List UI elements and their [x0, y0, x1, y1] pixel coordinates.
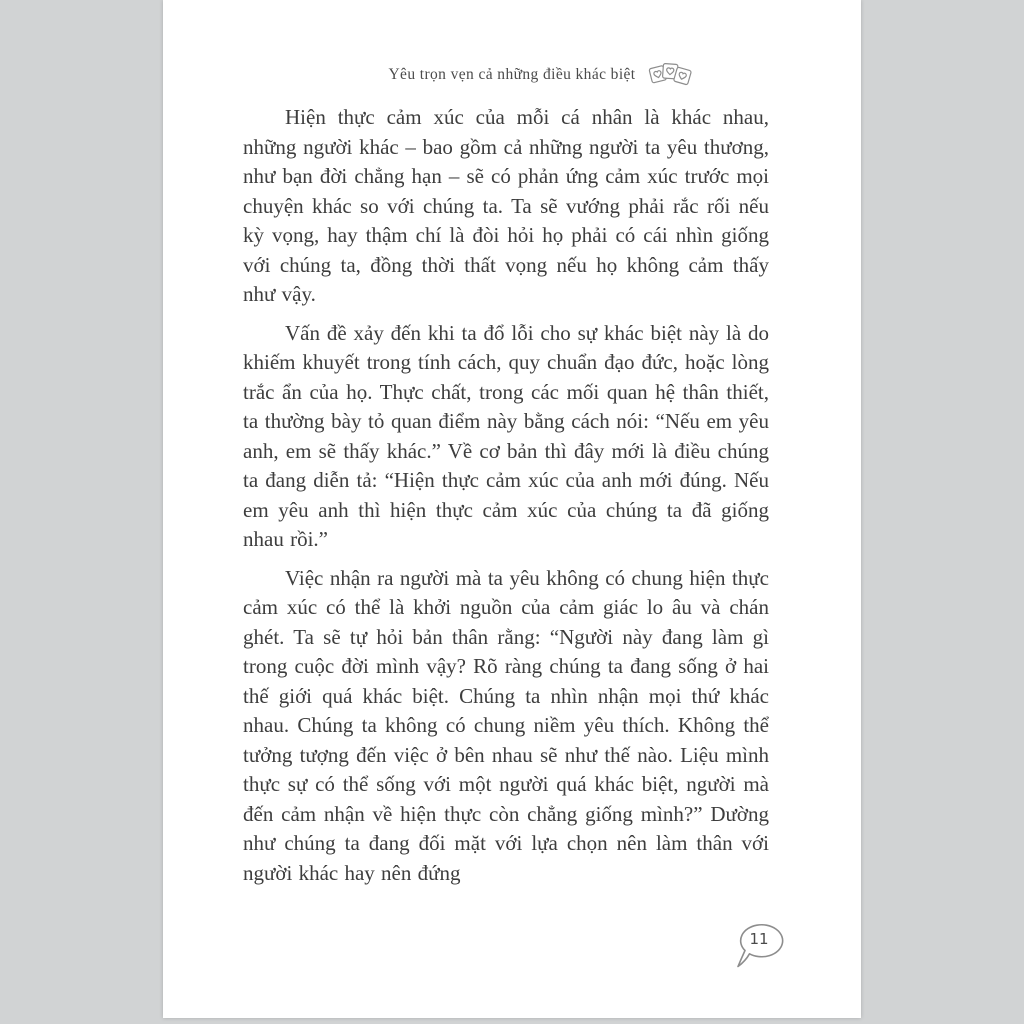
- three-cards-hearts-icon: [646, 60, 696, 90]
- page-body: [243, 103, 769, 897]
- page-number-bubble: [733, 918, 785, 980]
- paragraph-1: Hiện thực cảm xúc của mỗi cá nhân là khác nhau, những người khác – bao gồm cả những người ta yêu thương, như bạn đời chẳng hạn – sẽ có phản ứng cảm xúc trước mọi chuyện khác so với chúng ta. Ta sẽ vướng phải rắc rối nếu kỳ vọng, hay thậm chí là đòi hỏi họ phải có cái nhìn giống với chúng ta, đồng thời thất vọng nếu họ không cảm thấy như vậy.: [243, 105, 769, 306]
- page-number: 11: [749, 930, 769, 948]
- running-head: [193, 60, 891, 90]
- speech-bubble-icon: [733, 918, 785, 980]
- book-page: [163, 0, 861, 1018]
- running-head-title: Yêu trọn vẹn cả những điều khác biệt: [388, 66, 636, 83]
- paragraph-3: Việc nhận ra người mà ta yêu không có chung hiện thực cảm xúc có thể là khởi nguồn của cảm giác lo âu và chán ghét. Ta sẽ tự hỏi bản thân rằng: “Người này đang làm gì trong cuộc đời mình vậy? Rõ ràng chúng ta đang sống ở hai thế giới quá khác biệt. Chúng ta nhìn nhận mọi thứ khác nhau. Chúng ta không có chung niềm yêu thích. Không thể tưởng tượng đến việc ở bên nhau sẽ như thế nào. Liệu mình thực sự có thể sống với một người quá khác biệt, người mà đến cảm nhận về hiện thực còn chẳng giống mình?” Dường như chúng ta đang đối mặt với lựa chọn nên làm thân với người khác hay nên đứng: [243, 565, 769, 885]
- paragraph-2: Vấn đề xảy đến khi ta đổ lỗi cho sự khác biệt này là do khiếm khuyết trong tính cách, quy chuẩn đạo đức, hoặc lòng trắc ẩn của họ. Thực chất, trong các mối quan hệ thân thiết, ta thường bày tỏ quan điểm này bằng cách nói: “Nếu em yêu anh, em sẽ thấy khác.” Về cơ bản thì đây mới là điều chúng ta đang diễn tả: “Hiện thực cảm xúc của anh mới đúng. Nếu em yêu anh thì hiện thực cảm xúc của chúng ta đã giống nhau rồi.”: [243, 320, 769, 551]
